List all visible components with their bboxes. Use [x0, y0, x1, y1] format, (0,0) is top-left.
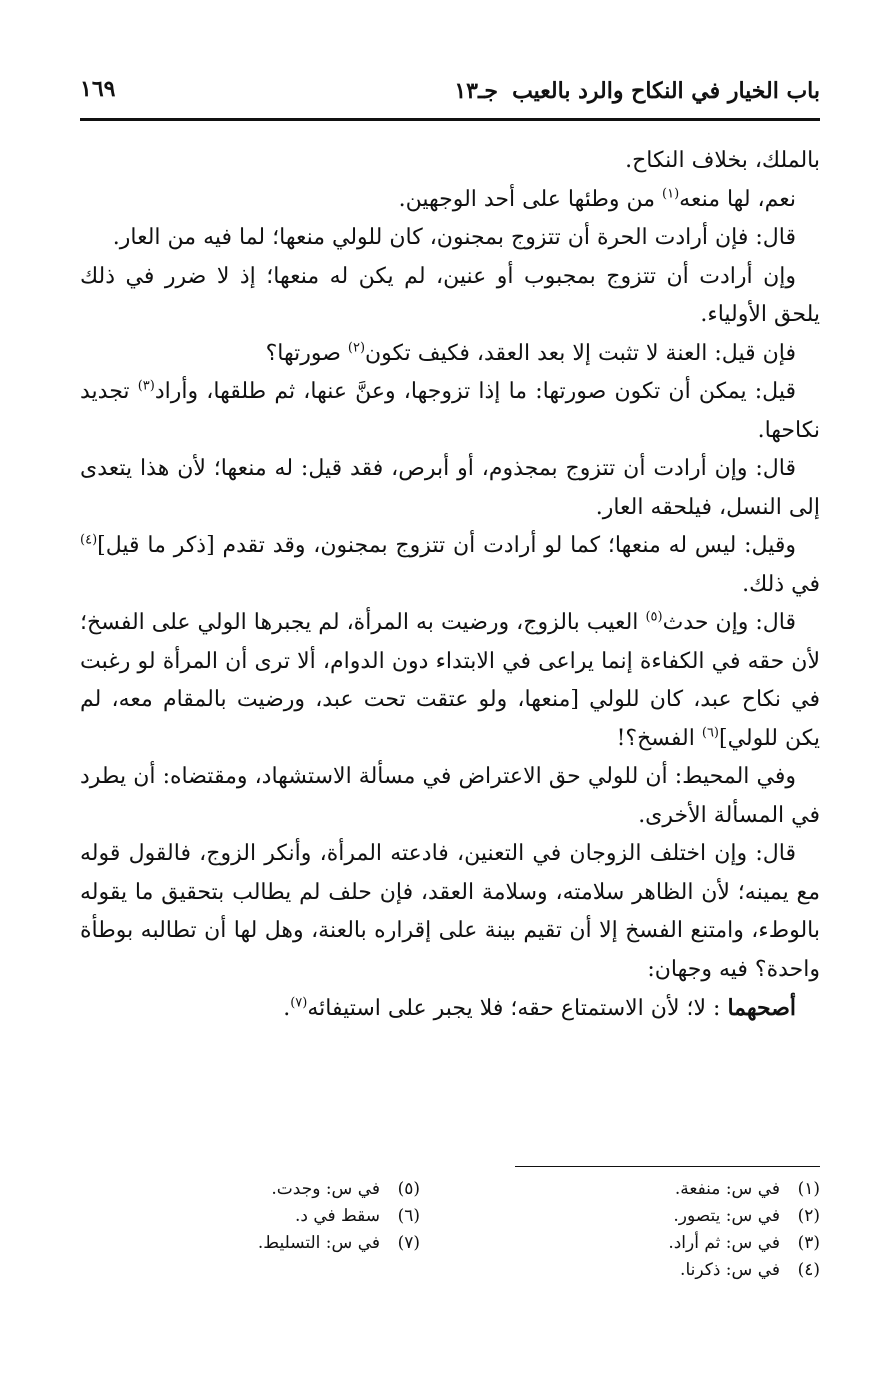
footnote-text: في س: منفعة. [674, 1179, 780, 1199]
footnote [520, 1203, 820, 1230]
paragraph-text: قال: فإن أرادت الحرة أن تتزوج بمجنون، كان للولي منعها؛ لما فيه من العار. [112, 225, 796, 250]
page-header [80, 68, 820, 116]
paragraph-text: وفي المحيط: أن للولي حق الاعتراض في مسألة الاستشهاد، ومقتضاه: أن يطرد في المسألة الأخرى. [80, 764, 820, 828]
footnote [120, 1176, 420, 1203]
paragraph-text: . [283, 996, 291, 1021]
paragraph-text: وقيل: ليس له منعها؛ كما لو أرادت أن تتزوج بمجنون، وقد تقدم [ذكر ما قيل] [97, 533, 796, 558]
footnote [520, 1257, 820, 1284]
paragraph-text: تجديد نكاحها. [80, 379, 820, 443]
paragraph-text: فإن قيل: العنة لا تثبت إلا بعد العقد، فكيف تكون [365, 340, 796, 366]
paragraph-text: نعم، لها منعه [679, 186, 796, 212]
footnote-number: (٥) [397, 1179, 420, 1199]
paragraph-text: قال: وإن حدث [662, 610, 796, 635]
footnote [520, 1230, 820, 1257]
page-number: ١٦٩ [80, 76, 116, 102]
footnote-text: في س: ثم أراد. [668, 1233, 780, 1253]
paragraph [80, 258, 820, 335]
paragraph [80, 142, 820, 181]
footnote-number: (٧) [397, 1233, 420, 1253]
paragraph-lead: أصحهما [727, 995, 796, 1021]
footnote-rule [515, 1166, 820, 1167]
paragraph-text: بالملك، بخلاف النكاح. [625, 148, 820, 173]
footnote-number: (٣) [797, 1233, 820, 1253]
paragraph [80, 335, 820, 374]
footnote-ref: (٣) [137, 378, 155, 394]
footnote [520, 1176, 820, 1203]
footnote-number: (٢) [797, 1206, 820, 1226]
paragraph [80, 758, 820, 835]
footnote-text: سقط في د. [294, 1206, 380, 1226]
paragraph [80, 989, 820, 1029]
footnote-column [520, 1176, 820, 1284]
footnote-text: في س: وجدت. [271, 1179, 380, 1199]
footnote-number: (٦) [397, 1206, 420, 1226]
paragraph-text: صورتها؟ [265, 340, 348, 366]
paragraph-text: : لا؛ لأن الاستمتاع حقه؛ فلا يجبر على استيفائه [307, 996, 728, 1021]
footnote-ref: (٦) [701, 725, 719, 741]
paragraph [80, 835, 820, 989]
header-rule [80, 118, 820, 121]
footnote-ref: (٧) [290, 995, 308, 1011]
footnote-text: في س: التسليط. [257, 1233, 380, 1253]
footnote [120, 1230, 420, 1257]
running-title: باب الخيار في النكاح والرد بالعيب [512, 78, 820, 104]
footnote-ref: (٢) [347, 340, 366, 356]
volume-number: جـ١٣ [454, 78, 498, 104]
paragraph-text: الفسخ؟! [616, 725, 702, 751]
footnote-number: (١) [797, 1179, 820, 1199]
footnote-ref: (٥) [645, 609, 663, 625]
paragraph-text: وإن أرادت أن تتزوج بمجبوب أو عنين، لم يكن له منعها؛ إذ لا ضرر في ذلك يلحق الأولياء. [80, 263, 820, 327]
paragraph [80, 181, 820, 220]
paragraph [80, 604, 820, 758]
paragraph [80, 527, 820, 604]
paragraph [80, 450, 820, 527]
footnote-text: في س: ذكرنا. [680, 1260, 780, 1280]
footnote-ref: (١) [662, 186, 680, 202]
paragraph-text: من وطئها على أحد الوجهين. [398, 186, 663, 212]
paragraph [80, 219, 820, 258]
footnote-column [120, 1176, 420, 1257]
paragraph [80, 373, 820, 450]
paragraph-text: قال: وإن اختلف الزوجان في التعنين، فادعته المرأة، وأنكر الزوج، فالقول قوله مع يمينه؛ لأن الظاهر سلامته، وسلامة العقد، فإن حلف لم يطالب بتحقيق ما يقوله بالوطء، وامتنع الفسخ إلا أن تقيم بينة على إقراره بالعنة، وهل لها أن تطالبه بوطأة واحدة؟ فيه وجهان: [80, 841, 820, 982]
main-text [80, 142, 820, 1029]
paragraph-text: في ذلك. [742, 571, 820, 597]
footnote-text: في س: يتصور. [673, 1206, 780, 1226]
footnote [120, 1203, 420, 1230]
paragraph-text: العيب بالزوج، ورضيت به المرأة، لم يجبرها الولي على الفسخ؛ لأن حقه في الكفاءة إنما يراعى في الابتداء دون الدوام، ألا ترى أن المرأة لو رغبت في نكاح عبد، كان للولي [منعها، ولو عتقت تحت عبد، ورضيت بالمقام معه، لم يكن للولي] [80, 610, 820, 751]
paragraph-text: قيل: يمكن أن تكون صورتها: ما إذا تزوجها، وعنَّ عنها، ثم طلقها، وأراد [154, 379, 796, 404]
paragraph-text: قال: وإن أرادت أن تتزوج بمجذوم، أو أبرص، فقد قيل: له منعها؛ لأن هذا يتعدى إلى النسل، فيلحقه العار. [80, 456, 820, 520]
footnotes [150, 1176, 820, 1336]
footnote-number: (٤) [797, 1260, 820, 1280]
footnote-ref: (٤) [80, 532, 98, 548]
